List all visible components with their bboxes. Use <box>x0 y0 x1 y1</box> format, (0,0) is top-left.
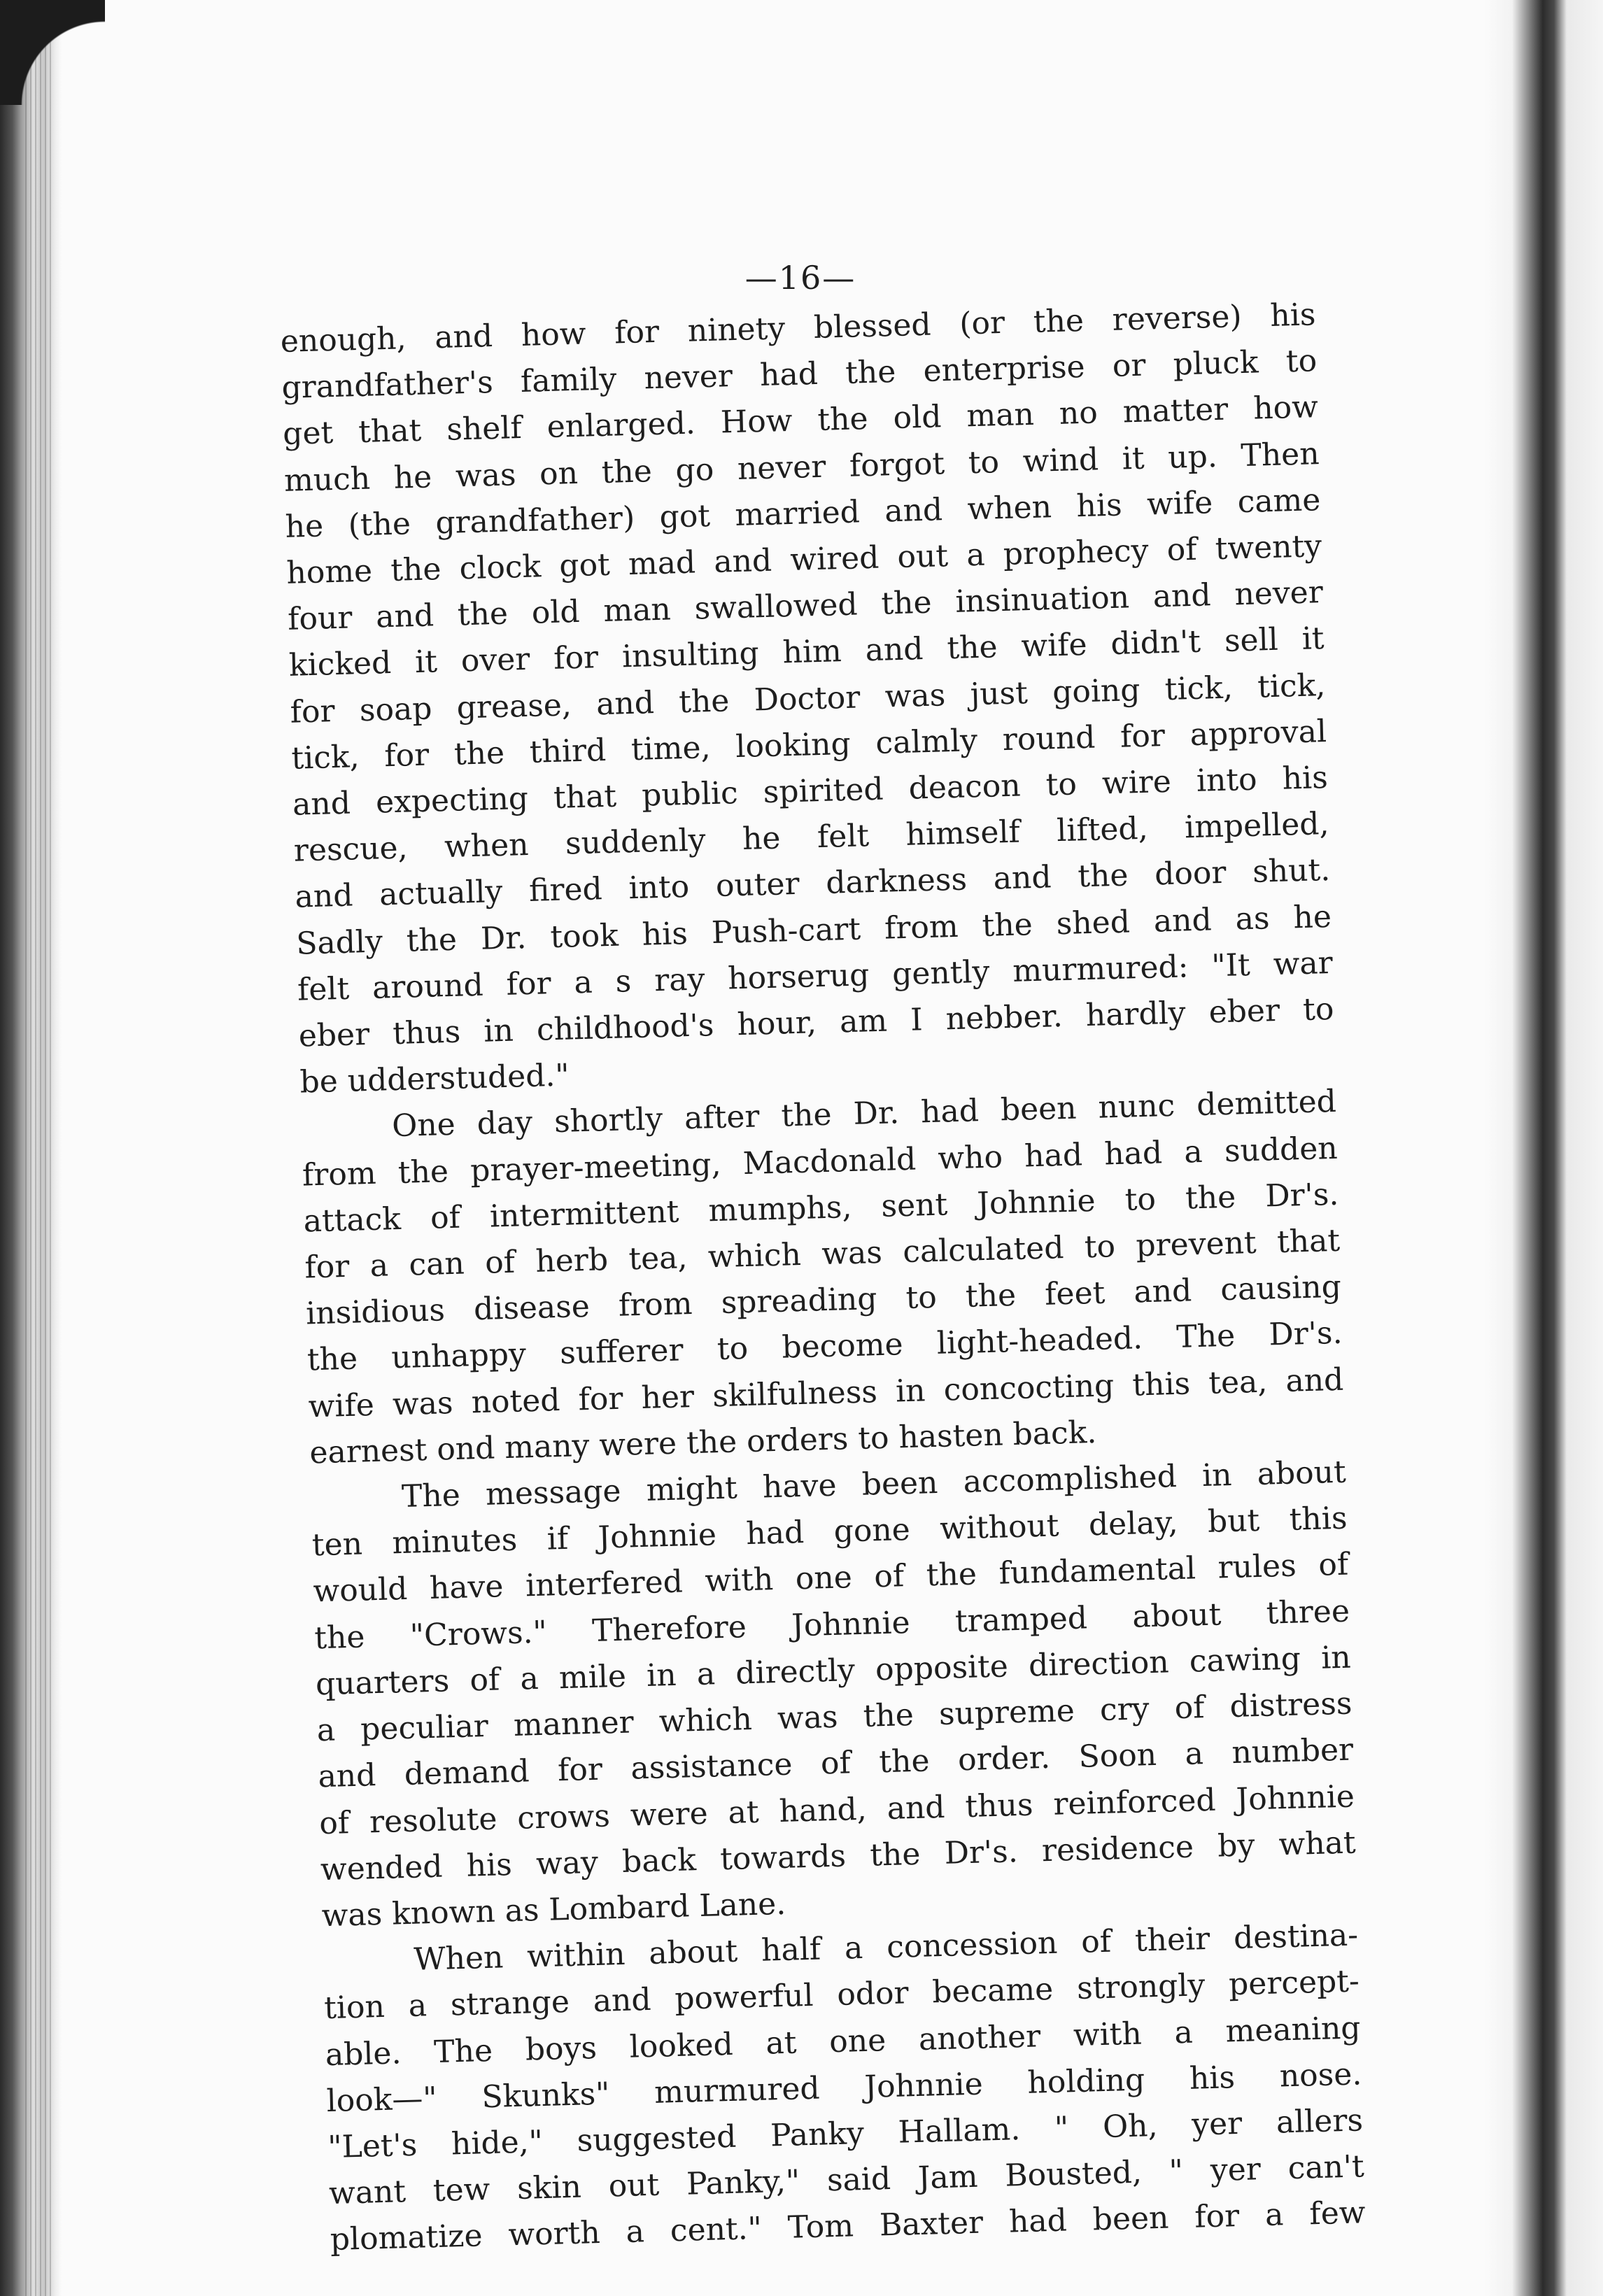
page-number: —16— <box>744 259 856 297</box>
text-line: rescue, when suddenly he felt himself lifted, impelled, <box>293 806 1330 869</box>
text-line: quarters of a mile in a directly opposite direction cawing in <box>315 1639 1352 1703</box>
text-line: insidious disease from spreading to the feet and causing <box>305 1269 1342 1332</box>
text-line: be udderstuded." <box>299 1057 570 1100</box>
text-line: enough, and how for ninety blessed (or the reverse) his <box>280 297 1317 360</box>
paragraph-3 <box>310 1450 1357 1940</box>
text-line: "Let's hide," suggested Panky Hallam. " Oh, yer allers <box>327 2102 1364 2166</box>
body-text <box>280 292 1366 2263</box>
text-line: and expecting that public spirited deacon to wire into his <box>292 760 1329 823</box>
text-line: much he was on the go never forgot to wind it up. Then <box>283 435 1320 499</box>
text-line: a peculiar manner which was the supreme cry of distress <box>316 1685 1353 1749</box>
text-line: home the clock got mad and wired out a prophecy of twenty <box>285 528 1322 591</box>
page-stack-lines <box>25 0 53 2296</box>
text-line: for soap grease, and the Doctor was just going tick, tick, <box>290 667 1326 730</box>
text-line: from the prayer-meeting, Macdonald who had had a sudden <box>302 1130 1339 1193</box>
text-line: earnest ond many were the orders to hasten back. <box>309 1414 1097 1471</box>
text-line: was known as Lombard Lane. <box>321 1885 786 1934</box>
paragraph-4 <box>323 1913 1367 2264</box>
text-line: for a can of herb tea, which was calculated to prevent that <box>304 1222 1341 1286</box>
text-line: would have interfered with one of the fundamental rules of <box>312 1547 1349 1610</box>
text-line: and actually fired into outer darkness and the door shut. <box>294 852 1331 916</box>
text-line: of resolute crows were at hand, and thus reinforced Johnnie <box>318 1778 1355 1841</box>
text-line: and demand for assistance of the order. Soon a number <box>317 1731 1354 1795</box>
text-line: wended his way back towards the Dr's. residence by what <box>320 1824 1357 1887</box>
text-line: Sadly the Dr. took his Push-cart from the shed and as he <box>295 898 1332 962</box>
text-line: want tew skin out Panky," said Jam Bousted, " yer can't <box>328 2148 1365 2212</box>
page-corner-curl <box>0 0 105 105</box>
text-line: eber thus in childhood's hour, am I nebber. hardly eber to <box>298 991 1335 1054</box>
page-content <box>280 259 1367 2258</box>
text-line: One day shortly after the Dr. had been nunc demitted <box>391 1084 1337 1145</box>
text-line: The message might have been accomplished in about <box>401 1454 1347 1515</box>
adjacent-page-edge <box>1484 0 1603 2296</box>
text-line: kicked it over for insulting him and the wife didn't sell it <box>288 621 1325 684</box>
paragraph-2 <box>300 1079 1345 1476</box>
text-line: able. The boys looked at one another with a meaning <box>325 2009 1362 2073</box>
text-line: wife was noted for her skilfulness in concocting this tea, and <box>308 1361 1344 1425</box>
text-line: When within about half a concession of their destina- <box>413 1917 1359 1978</box>
text-line: get that shelf enlarged. How the old man no matter how <box>282 389 1319 453</box>
paragraph-1 <box>280 292 1336 1106</box>
text-line: tick, for the third time, looking calmly round for approval <box>290 713 1327 777</box>
text-line: felt around for a s ray horserug gently murmured: "It war <box>297 944 1334 1008</box>
text-line: four and the old man swallowed the insinuation and never <box>287 574 1324 638</box>
text-line: attack of intermittent mumphs, sent Johnnie to the Dr's. <box>303 1176 1339 1240</box>
text-line: he (the grandfather) got married and when his wife came <box>285 481 1321 545</box>
text-line: look—" Skunks" murmured Johnnie holding his nose. <box>326 2056 1362 2119</box>
text-line: ten minutes if Johnnie had gone without delay, but this <box>311 1500 1348 1564</box>
text-line: grandfather's family never had the enterprise or pluck to <box>281 343 1318 406</box>
text-line: tion a strange and powerful odor became strongly percept- <box>323 1963 1360 2027</box>
text-line: the unhappy sufferer to become light-headed. The Dr's. <box>306 1315 1343 1378</box>
text-line: the "Crows." Therefore Johnnie tramped about three <box>313 1593 1350 1657</box>
text-line: plomatize worth a cent." Tom Baxter had been for a few <box>330 2195 1367 2258</box>
